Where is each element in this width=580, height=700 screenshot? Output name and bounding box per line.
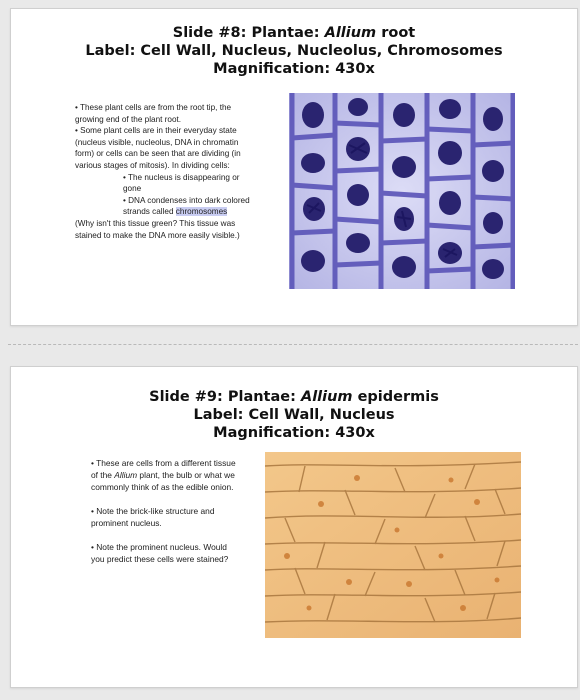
slide-9-label-line: Label: Cell Wall, Nucleus xyxy=(193,407,395,423)
highlighted-word: chromosomes xyxy=(175,207,228,217)
onion-epidermis-micrograph xyxy=(265,452,521,638)
slide-9-title: Slide #9: Plantae: Allium epidermis Label: Cell Wall, Nucleus Magnification: 430x xyxy=(11,388,577,442)
sub-bullet: • DNA condenses into dark colored strands called chromosomes xyxy=(123,195,250,217)
root-tip-micrograph xyxy=(289,93,515,289)
slide-8 xyxy=(10,8,578,326)
slide-8-title: Slide #8: Plantae: Allium root Label: Cell Wall, Nucleus, Nucleolus, Chromosomes Magnification: 430x xyxy=(11,24,577,78)
slide-8-label-line: Label: Cell Wall, Nucleus, Nucleolus, Chromosomes xyxy=(85,43,503,59)
slide-8-text xyxy=(75,102,257,241)
sub-bullet: • The nucleus is disappearing or gone xyxy=(123,172,240,194)
bullet: • Note the brick-like structure and prominent nucleus. xyxy=(91,506,215,528)
bullet: • Some plant cells are in their everyday state (nucleus visible, nucleolus, DNA in chromatin form) or cells can be seen that are dividing (in various stages of mitosis). In dividing cells: xyxy=(75,126,241,170)
note: (Why isn't this tissue green? This tissue was stained to make the DNA more easily visible.) xyxy=(75,218,240,240)
slide-9-magnification: Magnification: 430x xyxy=(213,425,375,441)
bullet: • These are cells from a different tissue of the Allium plant, the bulb or what we commonly think of as the edible onion. xyxy=(91,458,236,492)
slide-8-magnification: Magnification: 430x xyxy=(213,61,375,77)
slide-9 xyxy=(10,366,578,688)
slide-9-text xyxy=(91,457,241,565)
bullet: • Note the prominent nucleus. Would you predict these cells were stained? xyxy=(91,542,229,564)
slide-divider xyxy=(8,344,578,345)
bullet: • These plant cells are from the root tip, the growing end of the plant root. xyxy=(75,103,232,124)
